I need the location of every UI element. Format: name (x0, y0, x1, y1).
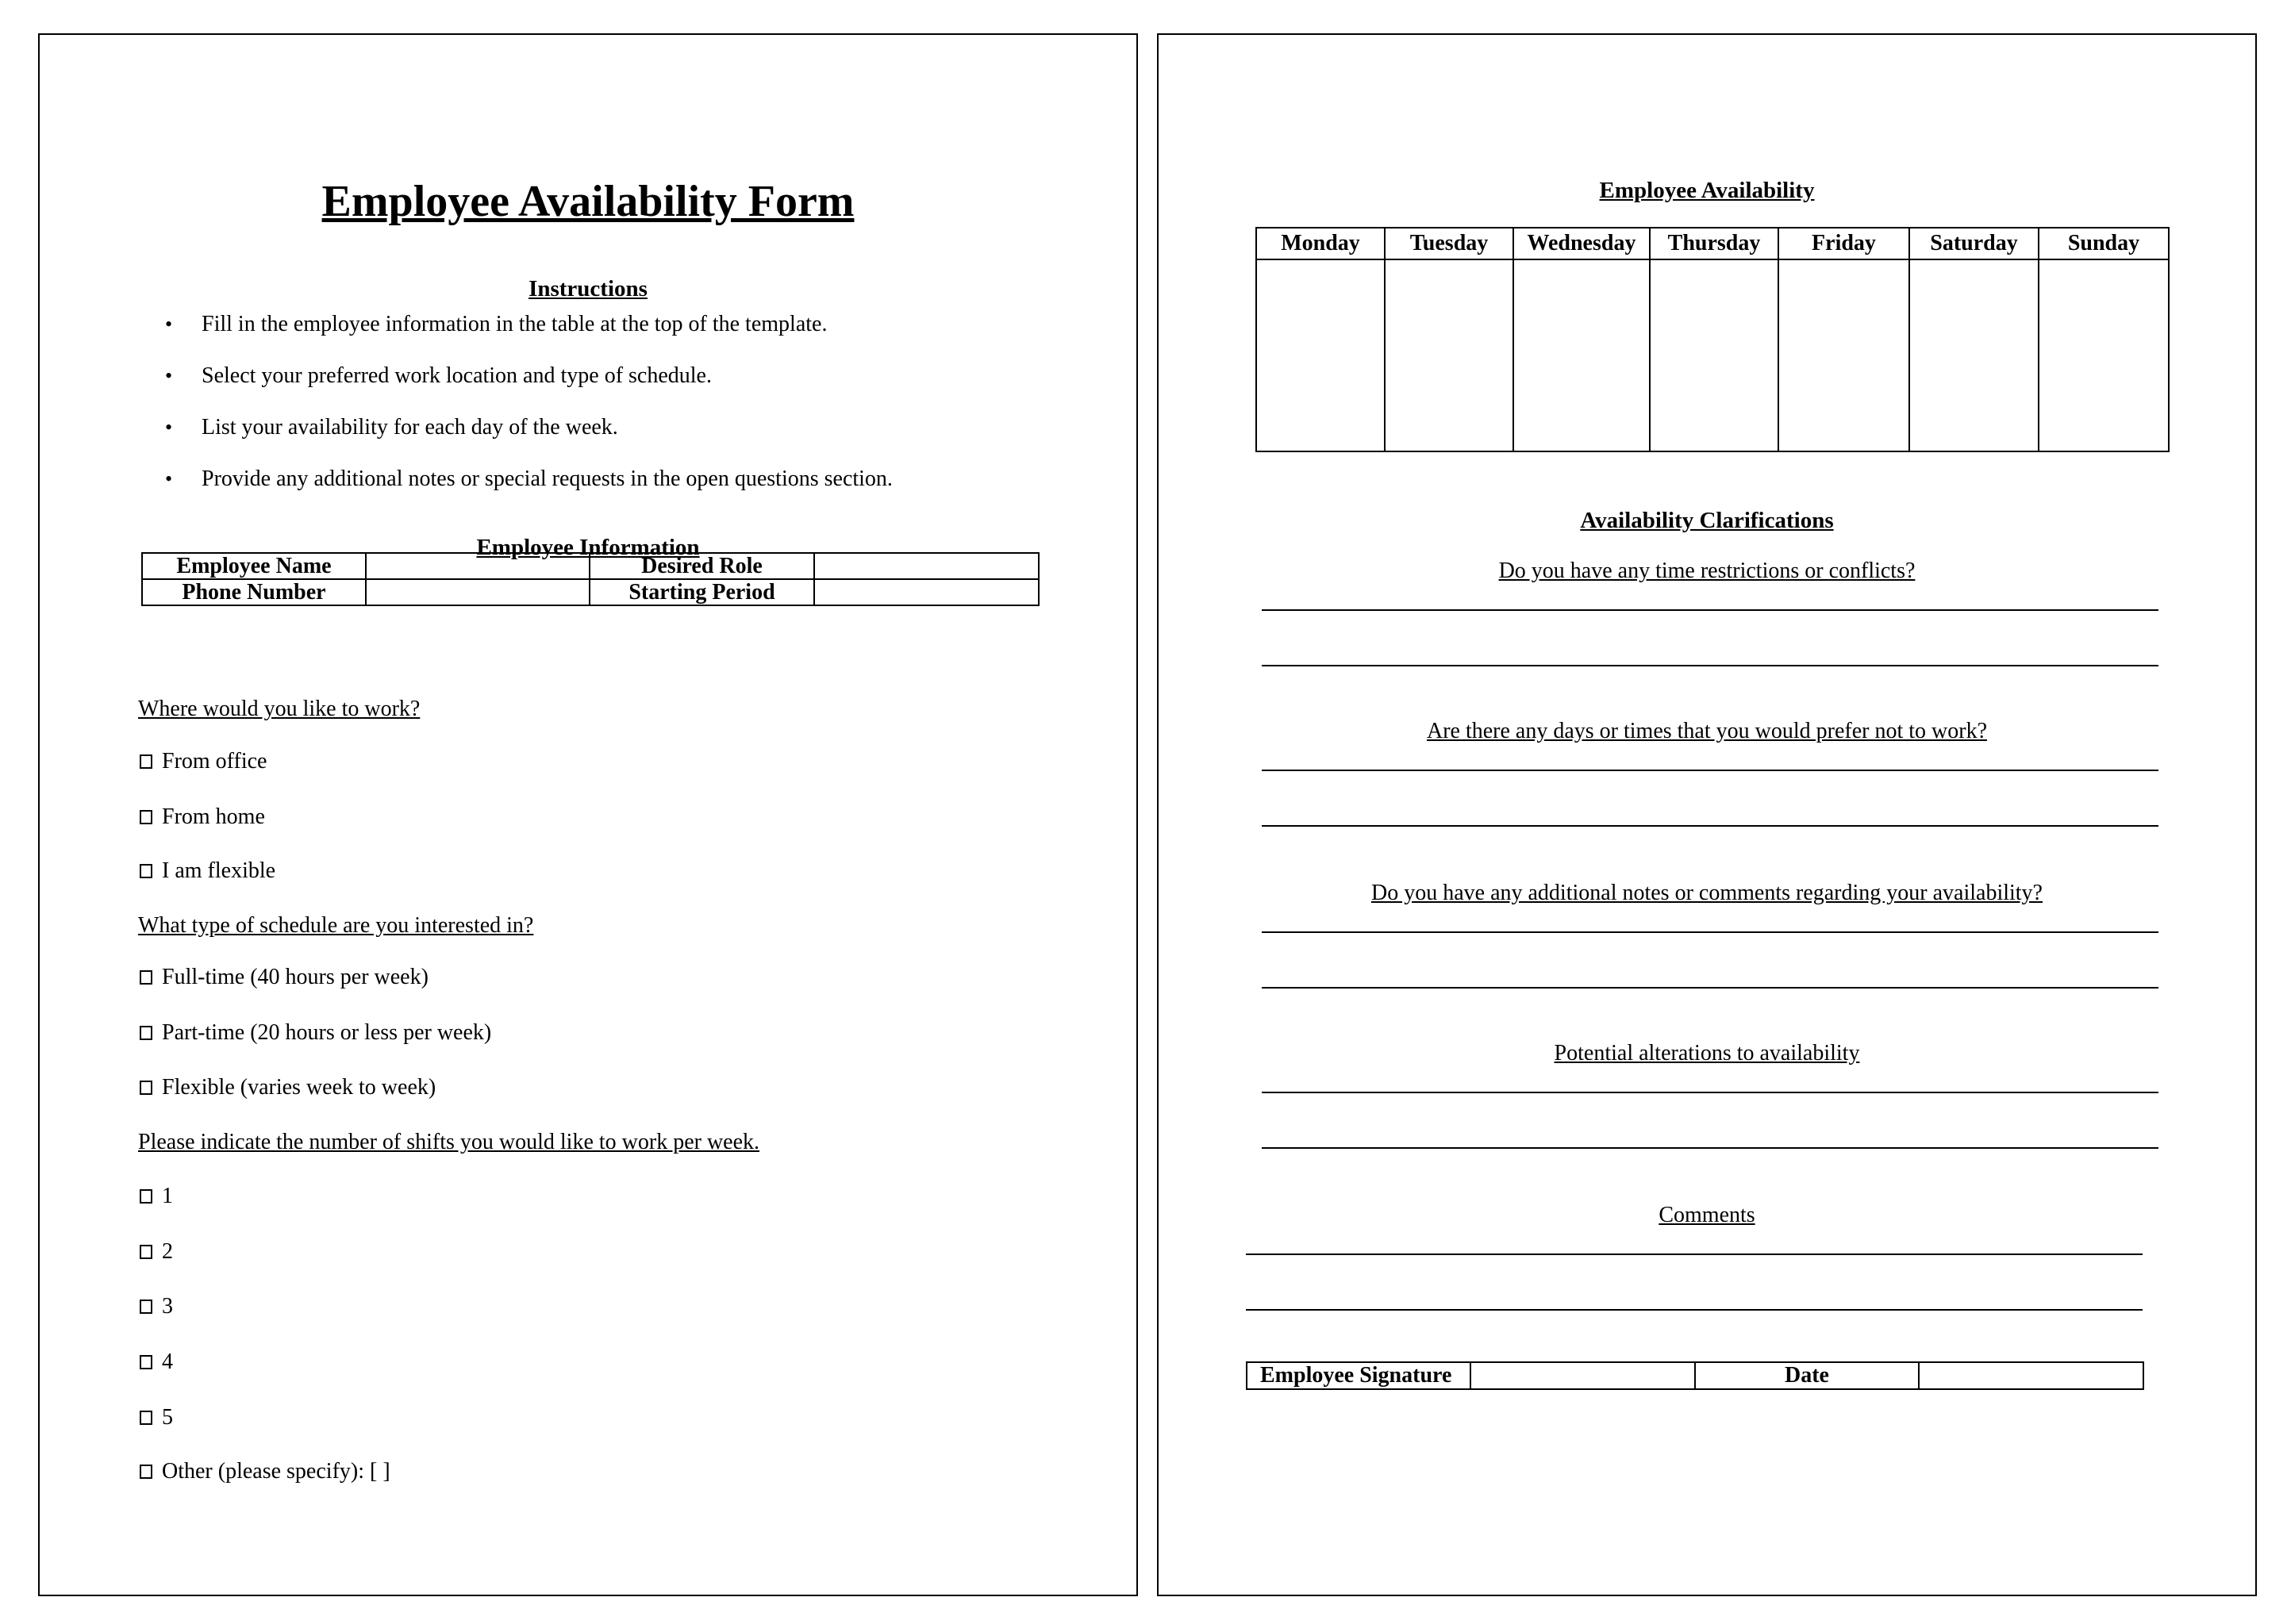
form-title: Employee Availability Form (321, 177, 855, 226)
instructions-list (160, 313, 893, 519)
answer-line[interactable] (1246, 1254, 2143, 1255)
option-from-office[interactable] (140, 749, 267, 774)
option-label: 2 (162, 1239, 173, 1264)
answer-line[interactable] (1262, 665, 2158, 666)
day-header-thursday: Thursday (1650, 228, 1778, 259)
option-shift-other[interactable] (140, 1459, 390, 1484)
employee-signature-label: Employee Signature (1247, 1362, 1470, 1389)
table-row (1247, 1362, 2143, 1389)
option-label: 1 (162, 1184, 173, 1208)
option-label: 4 (162, 1349, 173, 1374)
form-page-2 (1157, 33, 2257, 1596)
instructions-heading: Instructions (529, 276, 648, 301)
option-from-home[interactable] (140, 804, 265, 830)
availability-cell-monday[interactable] (1256, 259, 1385, 451)
answer-line[interactable] (1262, 1092, 2158, 1093)
form-page-1 (38, 33, 1138, 1596)
option-shift-5[interactable] (140, 1405, 173, 1430)
instruction-item: • List your availability for each day of the week. (160, 416, 893, 467)
option-part-time[interactable] (140, 1020, 491, 1046)
signature-table (1246, 1361, 2144, 1390)
day-header-monday: Monday (1256, 228, 1385, 259)
table-row (142, 553, 1039, 579)
option-label: Flexible (varies week to week) (162, 1075, 436, 1100)
checkbox[interactable] (140, 754, 152, 769)
availability-cell-tuesday[interactable] (1385, 259, 1513, 451)
question-prefer-not-to-work: Are there any days or times that you would prefer not to work? (1426, 719, 1987, 743)
option-flexible-schedule[interactable] (140, 1075, 436, 1100)
availability-cell-saturday[interactable] (1909, 259, 2039, 451)
clarifications-heading: Availability Clarifications (1580, 508, 1834, 533)
checkbox[interactable] (140, 1300, 152, 1314)
day-header-tuesday: Tuesday (1385, 228, 1513, 259)
option-shift-1[interactable] (140, 1184, 173, 1209)
option-full-time[interactable] (140, 965, 429, 990)
employee-name-label: Employee Name (142, 553, 366, 579)
answer-line[interactable] (1262, 1147, 2158, 1149)
availability-cell-sunday[interactable] (2039, 259, 2169, 451)
option-flexible-location[interactable] (140, 858, 275, 884)
option-label: 5 (162, 1405, 173, 1430)
comments-heading: Comments (1659, 1203, 1755, 1227)
answer-line[interactable] (1262, 609, 2158, 611)
option-label: Other (please specify): [ ] (162, 1459, 390, 1484)
starting-period-label: Starting Period (590, 579, 814, 605)
weekly-availability-table (1255, 227, 2170, 452)
option-shift-2[interactable] (140, 1239, 173, 1265)
question-schedule-type: What type of schedule are you interested in? (138, 913, 534, 938)
desired-role-label: Desired Role (590, 553, 814, 579)
availability-heading: Employee Availability (1599, 178, 1815, 203)
answer-line[interactable] (1262, 770, 2158, 771)
checkbox[interactable] (140, 1411, 152, 1425)
question-potential-alterations: Potential alterations to availability (1554, 1041, 1860, 1065)
answer-line[interactable] (1262, 931, 2158, 933)
instruction-item: • Provide any additional notes or special requests in the open questions section. (160, 467, 893, 519)
checkbox[interactable] (140, 1081, 152, 1095)
availability-cell-wednesday[interactable] (1513, 259, 1650, 451)
checkbox[interactable] (140, 810, 152, 824)
day-header-wednesday: Wednesday (1513, 228, 1650, 259)
option-label: From office (162, 749, 267, 774)
option-shift-3[interactable] (140, 1294, 173, 1319)
checkbox[interactable] (140, 1189, 152, 1204)
starting-period-field[interactable] (814, 579, 1039, 605)
table-header-row (1256, 228, 2169, 259)
question-time-restrictions: Do you have any time restrictions or conflicts? (1498, 559, 1916, 583)
option-shift-4[interactable] (140, 1349, 173, 1375)
phone-number-field[interactable] (366, 579, 590, 605)
availability-cell-friday[interactable] (1778, 259, 1909, 451)
checkbox[interactable] (140, 970, 152, 985)
option-label: Full-time (40 hours per week) (162, 965, 429, 989)
option-label: Part-time (20 hours or less per week) (162, 1020, 492, 1045)
employee-name-field[interactable] (366, 553, 590, 579)
instruction-item: • Fill in the employee information in the table at the top of the template. (160, 313, 893, 364)
answer-line[interactable] (1246, 1309, 2143, 1311)
answer-line[interactable] (1262, 825, 2158, 827)
option-label: I am flexible (162, 858, 276, 883)
checkbox[interactable] (140, 1026, 152, 1040)
checkbox[interactable] (140, 864, 152, 878)
employee-signature-field[interactable] (1470, 1362, 1695, 1389)
employee-info-heading: Employee Information (476, 535, 700, 560)
date-field[interactable] (1919, 1362, 2143, 1389)
checkbox[interactable] (140, 1355, 152, 1369)
day-header-friday: Friday (1778, 228, 1909, 259)
employee-info-table (141, 552, 1040, 606)
option-label: 3 (162, 1294, 173, 1319)
answer-line[interactable] (1262, 987, 2158, 989)
checkbox[interactable] (140, 1245, 152, 1259)
question-additional-notes: Do you have any additional notes or comments regarding your availability? (1371, 881, 2043, 905)
table-row (1256, 259, 2169, 451)
table-row (142, 579, 1039, 605)
day-header-saturday: Saturday (1909, 228, 2039, 259)
instruction-item: • Select your preferred work location and type of schedule. (160, 364, 893, 416)
day-header-sunday: Sunday (2039, 228, 2169, 259)
question-shifts: Please indicate the number of shifts you would like to work per week. (138, 1130, 760, 1154)
checkbox[interactable] (140, 1465, 152, 1479)
question-work-location: Where would you like to work? (138, 697, 421, 721)
phone-number-label: Phone Number (142, 579, 366, 605)
date-label: Date (1695, 1362, 1919, 1389)
option-label: From home (162, 804, 265, 829)
desired-role-field[interactable] (814, 553, 1039, 579)
availability-cell-thursday[interactable] (1650, 259, 1778, 451)
